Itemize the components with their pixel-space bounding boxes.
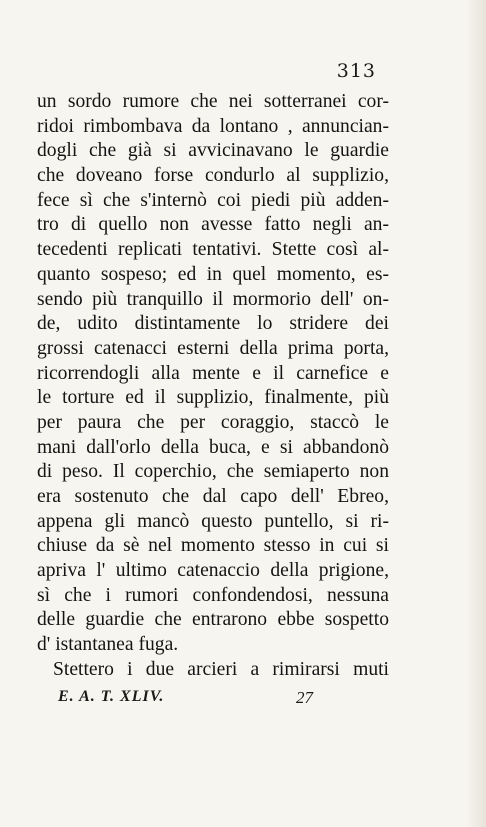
text-line: de, udito distintamente lo stridere dei	[37, 313, 389, 335]
text-line-paragraph-end: d' istantanea fuga.	[37, 634, 179, 656]
text-line: fece sì che s'internò coi piedi più adden-	[37, 189, 389, 211]
text-line: ridoi rimbombava da lontano , annuncian-	[37, 115, 389, 137]
printer-signature-mark: E. A. T. XLIV.	[58, 688, 165, 705]
text-line: apriva l' ultimo catenaccio della prigione,	[37, 560, 389, 582]
text-line: grossi catenacci esterni della prima porta,	[37, 337, 389, 359]
text-line: tro di quello non avesse fatto negli an-	[37, 214, 389, 236]
text-line: di peso. Il coperchio, che semiaperto non	[37, 461, 389, 483]
text-line: quanto sospeso; ed in quel momento, es-	[37, 263, 389, 285]
sheet-number: 27	[296, 688, 313, 707]
text-line: tecedenti replicati tentativi. Stette così al-	[37, 239, 389, 261]
text-line: appena gli mancò questo puntello, si ri-	[37, 510, 389, 532]
text-line: che doveano forse condurlo al supplizio,	[37, 165, 389, 187]
text-line: sì che i rumori confondendosi, nessuna	[37, 584, 389, 606]
text-line: ricorrendogli alla mente e il carnefice e	[37, 362, 389, 384]
text-line: chiuse da sè nel momento stesso in cui si	[37, 535, 389, 557]
page-edge-shadow	[466, 0, 486, 827]
page-number: 313	[336, 60, 376, 82]
text-line: dogli che già si avvicinavano le guardie	[37, 140, 389, 162]
text-line: mani dall'orlo della buca, e si abbandonò	[37, 436, 389, 458]
body-text	[37, 90, 389, 683]
text-line: sendo più tranquillo il mormorio dell' on-	[37, 288, 389, 310]
text-line: per paura che per coraggio, staccò le	[37, 411, 389, 433]
text-line: delle guardie che entrarono ebbe sospetto	[37, 609, 389, 631]
text-line: un sordo rumore che nei sotterranei cor-	[37, 91, 389, 112]
text-line: era sostenuto che dal capo dell' Ebreo,	[37, 486, 389, 507]
text-line-paragraph-start: Stettero i due arcieri a rimirarsi muti	[53, 658, 389, 680]
text-line: le torture ed il supplizio, finalmente, più	[37, 387, 389, 409]
